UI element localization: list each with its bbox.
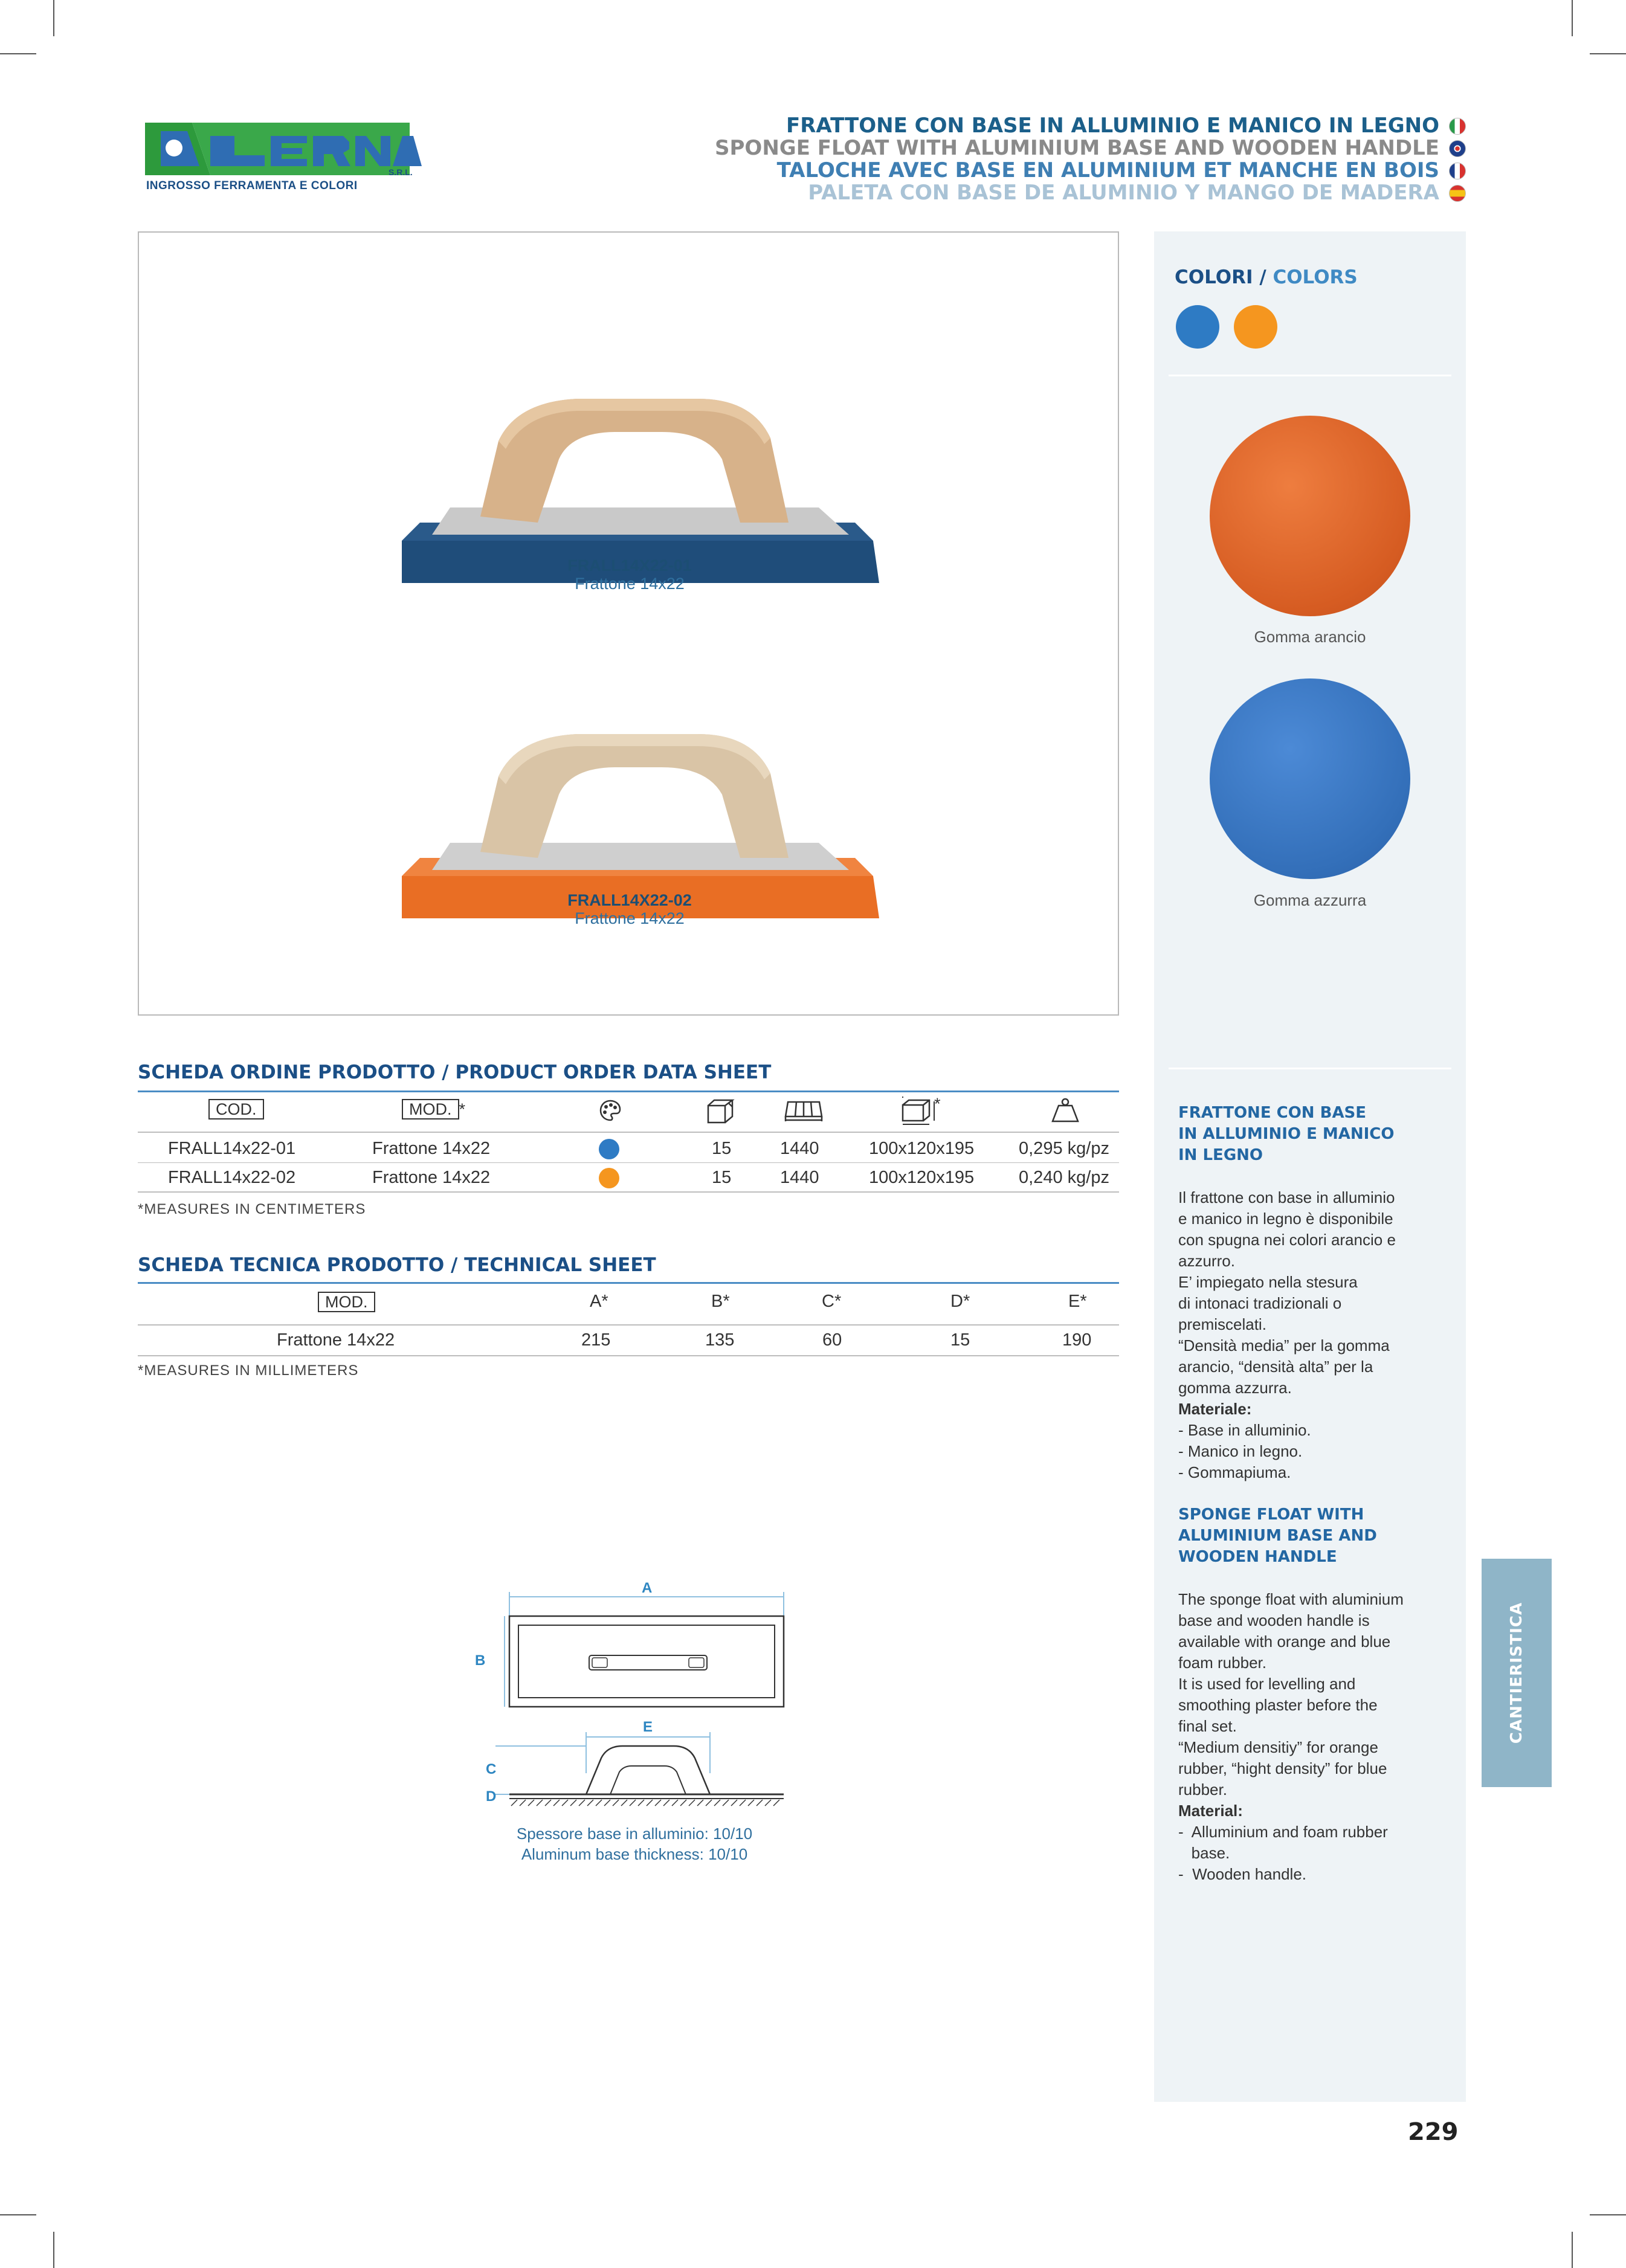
order-header-mod: MOD. * [402, 1100, 465, 1119]
order-weight: 0,295 kg/pz [1019, 1139, 1109, 1158]
tech-mod: Frattone 14x22 [277, 1330, 395, 1350]
product-code: FRALL14X22-01 [567, 556, 692, 575]
diagram-drawing [471, 1574, 798, 1815]
dimension-label-a: A [642, 1580, 653, 1596]
sponge-float-blue-image [378, 341, 897, 668]
tech-sheet-title: SCHEDA TECNICA PRODOTTO / TECHNICAL SHEET [138, 1254, 656, 1276]
title-italian: FRATTONE CON BASE IN ALLUMINIO E MANICO IN LEGNO [715, 115, 1466, 137]
category-tab: CANTIERISTICA [1482, 1559, 1552, 1787]
weight-icon [1050, 1097, 1080, 1124]
crop-mark [1572, 0, 1573, 36]
tech-value-e: 190 [1062, 1330, 1092, 1350]
order-pallet-qty: 1440 [780, 1168, 819, 1187]
product-code: FRALL14X22-02 [567, 891, 692, 909]
color-dot-orange [599, 1168, 619, 1188]
page-number: 229 [1408, 2118, 1459, 2146]
divider [138, 1132, 1119, 1133]
divider [1169, 375, 1451, 376]
color-dot-blue [599, 1139, 619, 1159]
order-dims: 100x120x195 [869, 1139, 975, 1158]
colors-title: COLORI / COLORS [1175, 266, 1358, 288]
product-image-panel [138, 231, 1119, 1016]
title-english: SPONGE FLOAT WITH ALUMINIUM BASE AND WOODEN HANDLE [715, 137, 1466, 159]
dimension-label-d: D [486, 1788, 497, 1805]
title-french: TALOCHE AVEC BASE EN ALUMINIUM ET MANCHE EN BOIS [715, 159, 1466, 182]
divider [138, 1191, 1119, 1193]
crop-mark [0, 53, 36, 54]
tech-header-d: D* [950, 1292, 970, 1311]
box-icon [706, 1098, 737, 1124]
order-cod: FRALL14x22-01 [168, 1139, 296, 1158]
crop-mark [1590, 2214, 1626, 2215]
table-row [138, 1135, 1119, 1162]
tech-header-b: B* [711, 1292, 730, 1311]
dimension-diagram [471, 1574, 798, 1815]
product-caption [139, 556, 1120, 593]
sample-label: Gomma arancio [1254, 628, 1366, 646]
crop-mark [53, 0, 54, 36]
divider [138, 1162, 1119, 1163]
dimension-label-b: B [475, 1652, 486, 1669]
order-dims: 100x120x195 [869, 1168, 975, 1187]
color-swatch-orange [1234, 305, 1277, 349]
tech-header-c: C* [822, 1292, 842, 1311]
order-box-qty: 15 [712, 1139, 732, 1158]
product-name: Frattone 14x22 [575, 575, 685, 593]
tech-header-a: A* [590, 1292, 608, 1311]
product-caption [139, 891, 1120, 927]
divider [138, 1324, 1119, 1326]
title-spanish: PALETA CON BASE DE ALUMINIO Y MANGO DE MADERA [715, 182, 1466, 204]
crop-mark [53, 2232, 54, 2268]
color-swatch-blue [1176, 305, 1219, 349]
company-logo [144, 118, 422, 196]
order-sheet-title: SCHEDA ORDINE PRODOTTO / PRODUCT ORDER DATA SHEET [138, 1062, 772, 1083]
sample-orange-foam [1210, 416, 1410, 616]
dimension-label-e: E [643, 1719, 653, 1735]
order-note: *MEASURES IN CENTIMETERS [138, 1201, 366, 1217]
divider [138, 1355, 1119, 1356]
tech-note: *MEASURES IN MILLIMETERS [138, 1362, 359, 1379]
product-name: Frattone 14x22 [575, 909, 685, 927]
divider [138, 1282, 1119, 1284]
product-titles [715, 115, 1466, 204]
order-mod: Frattone 14x22 [372, 1168, 491, 1187]
dimension-label-c: C [486, 1761, 497, 1777]
tech-header-e: E* [1068, 1292, 1087, 1311]
dimensions-asterisk: * [934, 1095, 941, 1113]
tech-value-b: 135 [705, 1330, 735, 1350]
logo-tagline: INGROSSO FERRAMENTA E COLORI [146, 179, 358, 192]
palette-icon [598, 1098, 622, 1123]
order-cod: FRALL14x22-02 [168, 1168, 296, 1187]
sidebar [1154, 231, 1466, 2102]
pallet-icon [784, 1098, 823, 1124]
tech-value-d: 15 [950, 1330, 970, 1350]
divider [138, 1091, 1119, 1092]
spain-flag-icon [1449, 185, 1466, 202]
table-row [138, 1326, 1119, 1355]
sample-blue-foam [1210, 678, 1410, 879]
order-mod: Frattone 14x22 [372, 1139, 491, 1158]
france-flag-icon [1449, 163, 1466, 179]
crop-mark [1590, 53, 1626, 54]
diagram-caption: Spessore base in alluminio: 10/10 Aluminum base thickness: 10/10 [516, 1825, 753, 1863]
order-pallet-qty: 1440 [780, 1139, 819, 1158]
crop-mark [1572, 2232, 1573, 2268]
sponge-float-orange-image [378, 677, 897, 1003]
order-box-qty: 15 [712, 1168, 732, 1187]
order-header-cod: COD. [208, 1100, 264, 1119]
divider [1169, 1068, 1451, 1069]
tech-value-c: 60 [822, 1330, 842, 1350]
tech-header-mod: MOD. [318, 1292, 375, 1312]
italy-flag-icon [1449, 118, 1466, 135]
logo-suffix: S.R.L. [389, 167, 413, 177]
order-weight: 0,240 kg/pz [1019, 1168, 1109, 1187]
crop-mark [0, 2214, 36, 2215]
tech-value-a: 215 [581, 1330, 611, 1350]
table-row [138, 1164, 1119, 1191]
description-italian: FRATTONE CON BASE IN ALLUMINIO E MANICO IN LEGNO Il frattone con base in alluminio e manico in legno è disponibile con spugna nei colori arancio e azzurro. E’ impiegato nella stesura di intonaci tradizionali o premiscelati. “Densità media” per la gomma arancio, “densità alta” per la gomma azzurra. Materiale: - Base in alluminio. - Manico in legno. - Gommapiuma. SPONGE FLOAT WITH ALUMINIUM BASE AND WOODEN HANDLE The sponge float with aluminium base and wooden handle is available with orange and blue foam rubber. It is used for levelling and smoothing plaster before the final set. “Medium densitiy” for orange rubber, “hight density” for blue rubber. Material: - Alluminium and foam rubber base. - Wooden handle. [1178, 1104, 1404, 1883]
sample-label: Gomma azzurra [1253, 891, 1367, 909]
uk-flag-icon [1449, 140, 1466, 157]
